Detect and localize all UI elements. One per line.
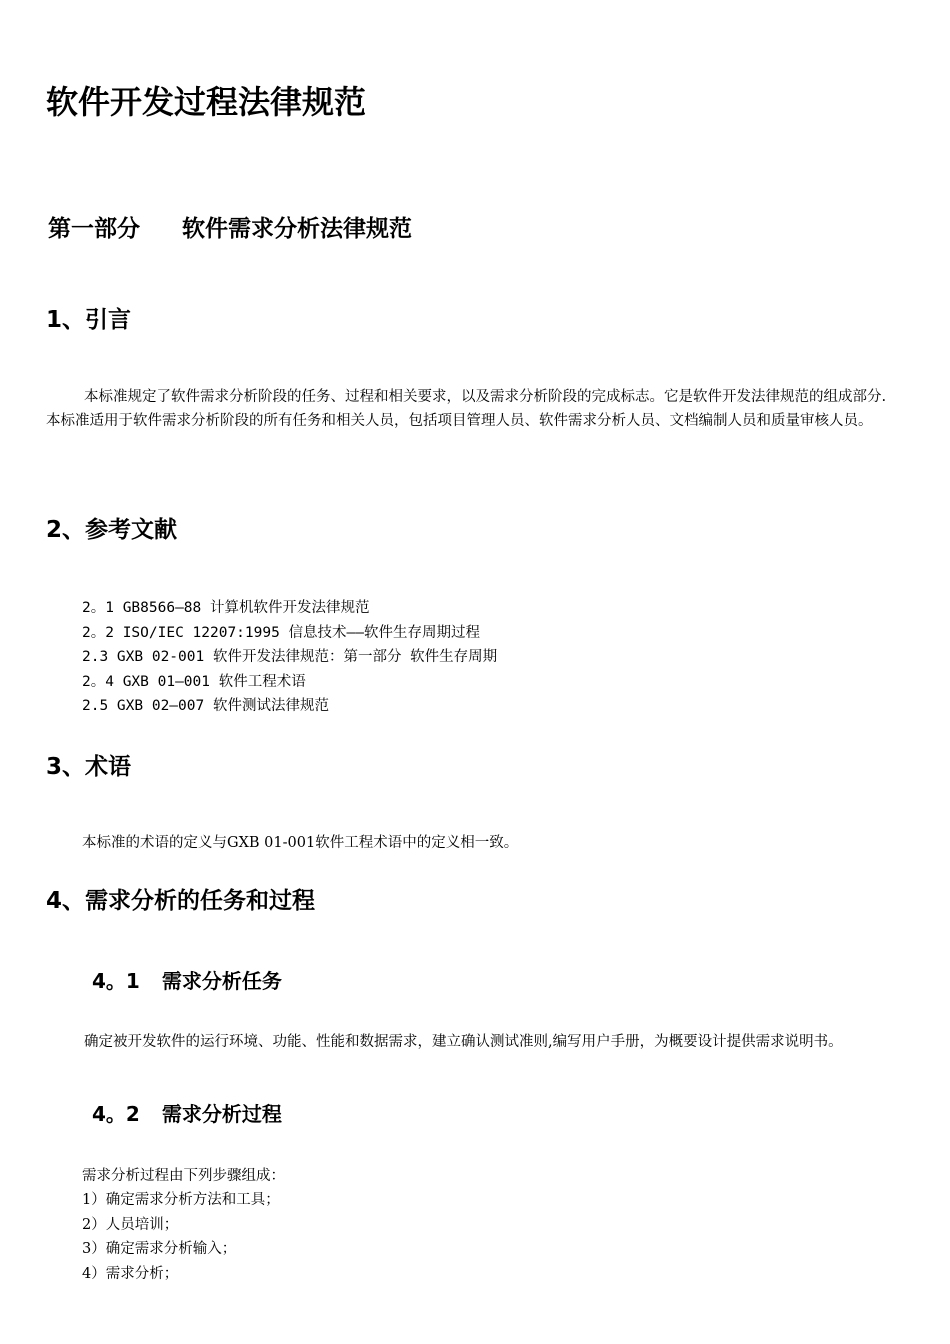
reference-item: 2.3 GXB 02-001 软件开发法律规范：第一部分 软件生存周期 bbox=[82, 649, 498, 665]
terms-paragraph: 本标准的术语的定义与GXB 01-001软件工程术语中的定义相一致。 bbox=[82, 835, 519, 851]
list-item: 3）确定需求分析输入； bbox=[82, 1241, 237, 1258]
subsection-number: 4。1 bbox=[92, 969, 140, 993]
part-number: 第一部分 bbox=[48, 216, 140, 242]
section-heading-terms: 3、术语 bbox=[46, 754, 132, 780]
subsection-number: 4。2 bbox=[92, 1102, 140, 1126]
section-heading-references: 2、参考文献 bbox=[46, 517, 178, 543]
process-steps-list bbox=[82, 1188, 280, 1286]
intro-paragraph-2: 本标准适用于软件需求分析阶段的所有任务和相关人员，包括项目管理人员、软件需求分析人员、文档编制人员和质量审核人员。 bbox=[46, 413, 873, 429]
list-item: 1）确定需求分析方法和工具； bbox=[82, 1192, 280, 1208]
tasks-paragraph-text: 确定被开发软件的运行环境、功能、性能和数据需求，建立确认测试准则,编写用户手册，为概要设计提供需求说明书。 bbox=[84, 1034, 843, 1050]
reference-item: 2。4 GXB 01—001 软件工程术语 bbox=[82, 673, 306, 690]
intro-paragraphs bbox=[46, 385, 904, 433]
intro-paragraph-1: 本标准规定了软件需求分析阶段的任务、过程和相关要求，以及需求分析阶段的完成标志。它是软件开发法律规范的组成部分. bbox=[84, 389, 887, 405]
part-heading bbox=[48, 212, 412, 246]
document-title: 软件开发过程法律规范 bbox=[46, 83, 367, 121]
reference-item: 2。1 GB8566—88 计算机软件开发法律规范 bbox=[82, 600, 370, 616]
reference-item: 2.5 GXB 02—007 软件测试法律规范 bbox=[82, 698, 329, 714]
part-title: 软件需求分析法律规范 bbox=[182, 216, 412, 242]
list-item: 2）人员培训； bbox=[82, 1216, 179, 1233]
section-heading-tasks: 4、需求分析的任务和过程 bbox=[46, 888, 316, 914]
subsection-title: 需求分析任务 bbox=[161, 969, 282, 993]
reference-list bbox=[82, 596, 497, 719]
process-intro: 需求分析过程由下列步骤组成： bbox=[82, 1168, 285, 1184]
reference-item: 2。2 ISO/IEC 12207:1995 信息技术——软件生存周期过程 bbox=[82, 624, 481, 641]
list-item: 4）需求分析； bbox=[82, 1265, 179, 1282]
subsection-heading-process bbox=[92, 1099, 282, 1129]
subsection-heading-tasks bbox=[92, 966, 282, 996]
section-heading-intro: 1、引言 bbox=[46, 307, 132, 333]
subsection-title: 需求分析过程 bbox=[161, 1102, 282, 1126]
tasks-paragraph bbox=[46, 1030, 904, 1054]
